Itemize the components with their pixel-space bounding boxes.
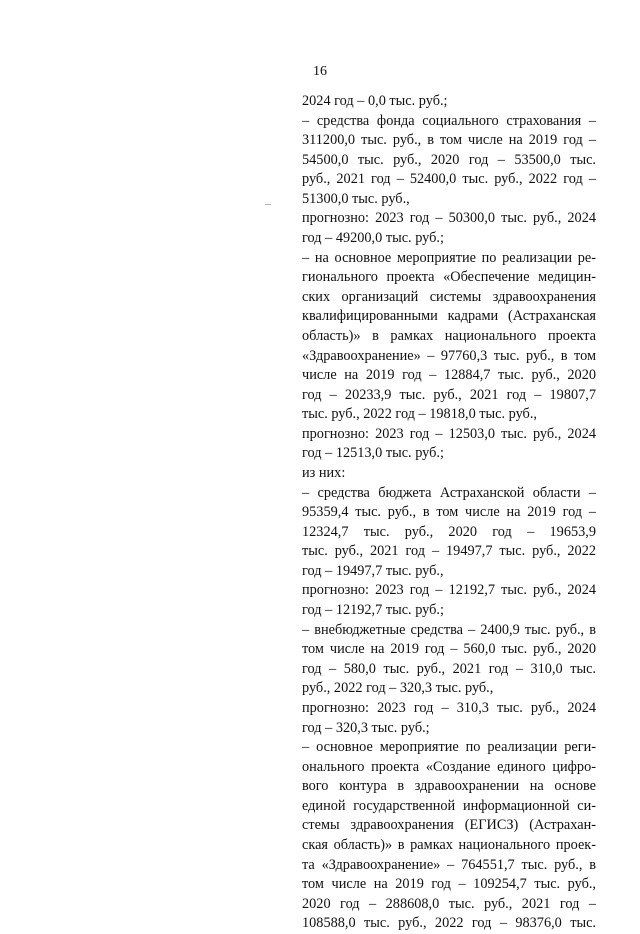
text-line: гионального проекта «Обеспечение медицин- [302, 269, 596, 286]
text-line: – на основное мероприятие по реализации ре- [302, 249, 596, 266]
text-line: та «Здравоохранение» – 764551,7 тыс. руб., в [302, 856, 596, 873]
text-line: прогнозно: 2023 год – 310,3 тыс. руб., 2024 [302, 699, 596, 716]
text-line: 51300,0 тыс. руб., [302, 190, 410, 207]
text-line: онального проекта «Создание единого цифро- [302, 758, 596, 775]
text-line: ских организаций системы здравоохранения [302, 288, 596, 305]
text-line: год – 320,3 тыс. руб.; [302, 719, 430, 736]
scan-artifact [265, 204, 271, 205]
text-line: ская область)» в рамках национального проек- [302, 836, 596, 853]
text-line: год – 49200,0 тыс. руб.; [302, 230, 444, 247]
text-line: область)» в рамках национального проекта [302, 327, 596, 344]
text-line: 108588,0 тыс. руб., 2022 год – 98376,0 тыс. [302, 915, 596, 932]
text-line: 311200,0 тыс. руб., в том числе на 2019 год – [302, 132, 596, 149]
text-line: 95359,4 тыс. руб., в том числе на 2019 год – [302, 504, 596, 521]
text-line: – средства бюджета Астраханской области – [302, 484, 596, 501]
text-line: тыс. руб., 2022 год – 19818,0 тыс. руб., [302, 406, 537, 423]
text-line: – внебюджетные средства – 2400,9 тыс. руб., в [302, 621, 596, 638]
text-line: год – 12513,0 тыс. руб.; [302, 445, 444, 462]
text-line: руб., 2022 год – 320,3 тыс. руб., [302, 680, 494, 697]
text-line: год – 580,0 тыс. руб., 2021 год – 310,0 тыс. [302, 660, 596, 677]
text-line: год – 19497,7 тыс. руб., [302, 562, 444, 579]
text-line: 12324,7 тыс. руб., 2020 год – 19653,9 [302, 523, 596, 540]
text-line: вого контура в здравоохранении на основе [302, 778, 596, 795]
text-line: том числе на 2019 год – 109254,7 тыс. руб., [302, 876, 596, 893]
text-line: прогнозно: 2023 год – 12503,0 тыс. руб., 2024 [302, 425, 596, 442]
text-line: – средства фонда социального страхования – [302, 112, 596, 129]
text-line: «Здравоохранение» – 97760,3 тыс. руб., в том [302, 347, 596, 364]
text-line: квалифицированными кадрами (Астраханская [302, 308, 596, 325]
text-line: год – 12192,7 тыс. руб.; [302, 602, 444, 619]
text-line: руб., 2021 год – 52400,0 тыс. руб., 2022 год – [302, 171, 596, 188]
text-line: единой государственной информационной си- [302, 797, 596, 814]
text-line: прогнозно: 2023 год – 12192,7 тыс. руб., 2024 [302, 582, 596, 599]
text-line: из них: [302, 464, 346, 481]
page-number: 16 [313, 64, 327, 79]
text-line: том числе на 2019 год – 560,0 тыс. руб., 2020 [302, 641, 596, 658]
text-line: тыс. руб., 2021 год – 19497,7 тыс. руб., 2022 [302, 543, 596, 560]
text-line: прогнозно: 2023 год – 50300,0 тыс. руб., 2024 [302, 210, 596, 227]
text-line: – основное мероприятие по реализации реги- [302, 739, 596, 756]
text-line: стемы здравоохранения (ЕГИСЗ) (Астрахан- [302, 817, 596, 834]
text-line: год – 20233,9 тыс. руб., 2021 год – 19807,7 [302, 386, 596, 403]
text-line: числе на 2019 год – 12884,7 тыс. руб., 2020 [302, 367, 596, 384]
document-body [302, 92, 596, 934]
text-line: 2024 год – 0,0 тыс. руб.; [302, 93, 448, 109]
text-line: 2020 год – 288608,0 тыс. руб., 2021 год – [302, 895, 596, 912]
text-line: 54500,0 тыс. руб., 2020 год – 53500,0 тыс. [302, 151, 596, 168]
